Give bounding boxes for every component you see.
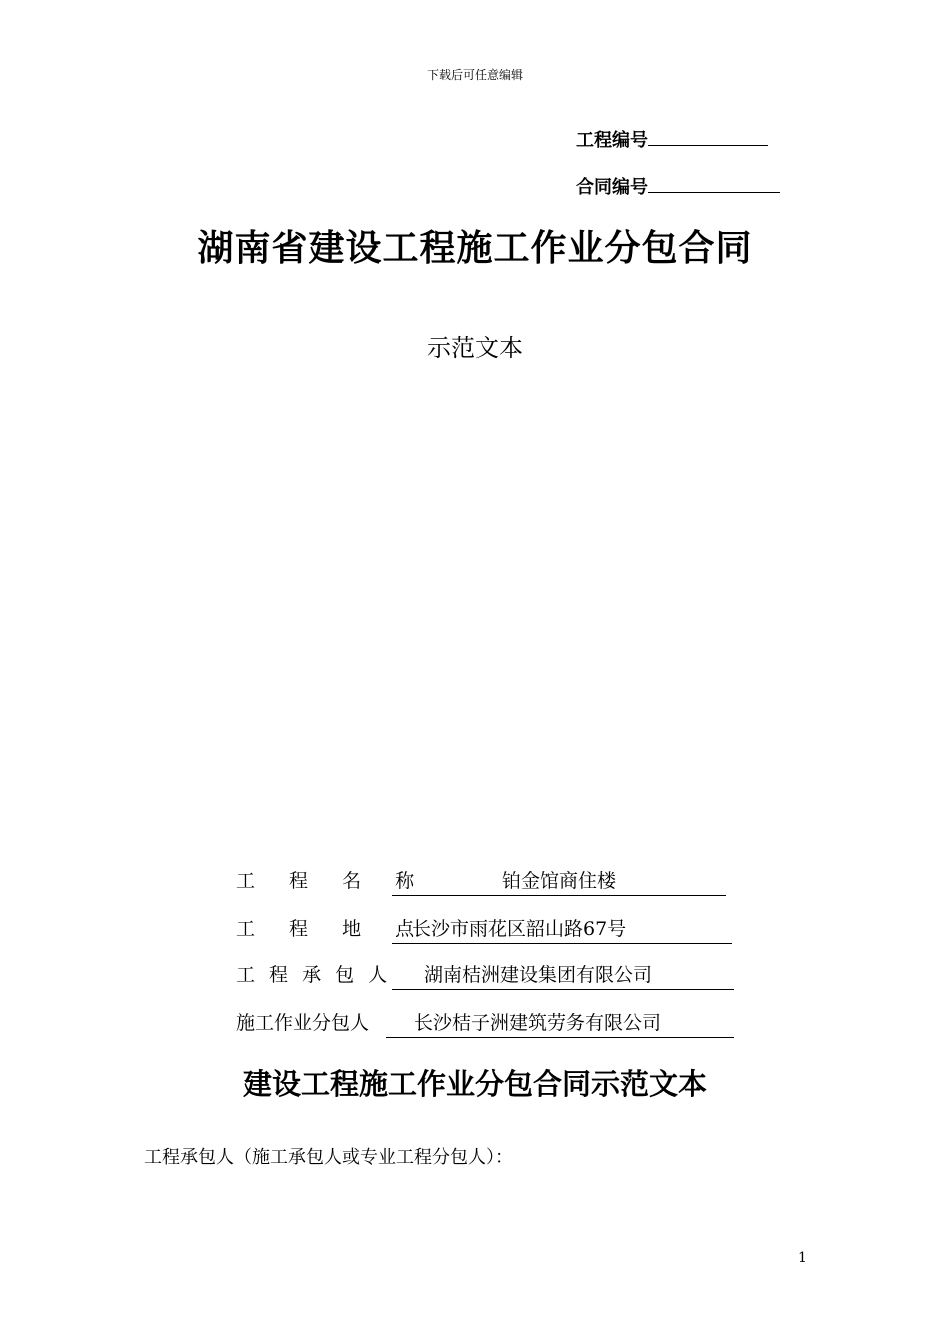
project-number-blank (648, 129, 768, 146)
subcontractor-value: 长沙桔子洲建筑劳务有限公司 (386, 1008, 734, 1038)
contract-number-blank (648, 176, 780, 193)
contractor-label: 工 程 承 包 人 (236, 964, 392, 986)
intro-line: 工程承包人（施工承包人或专业工程分包人）： (144, 1147, 513, 1168)
page-number: 1 (798, 1250, 807, 1266)
project-site-value: 长沙市雨花区韶山路67号 (392, 914, 732, 944)
header-note: 下载后可任意编辑 (426, 68, 523, 82)
contractor-value: 湖南桔洲建设集团有限公司 (392, 960, 734, 990)
project-name-row (236, 866, 726, 896)
contract-number-label: 合同编号 (576, 177, 648, 198)
project-name-label: 工 程 名 称 (236, 870, 429, 892)
main-title: 湖南省建设工程施工作业分包合同 (197, 228, 753, 269)
contract-number-row (576, 173, 780, 199)
project-site-label: 工 程 地 点 (236, 918, 429, 940)
project-number-row (576, 126, 768, 152)
project-site-row (236, 914, 732, 944)
subcontractor-row (236, 1008, 734, 1038)
subcontractor-label: 施工作业分包人 (236, 1012, 370, 1034)
project-name-value: 铂金馆商住楼 (392, 866, 726, 896)
document-title: 建设工程施工作业分包合同示范文本 (242, 1067, 707, 1101)
contractor-row (236, 960, 734, 990)
project-number-label: 工程编号 (576, 130, 648, 151)
subtitle: 示范文本 (427, 334, 523, 362)
